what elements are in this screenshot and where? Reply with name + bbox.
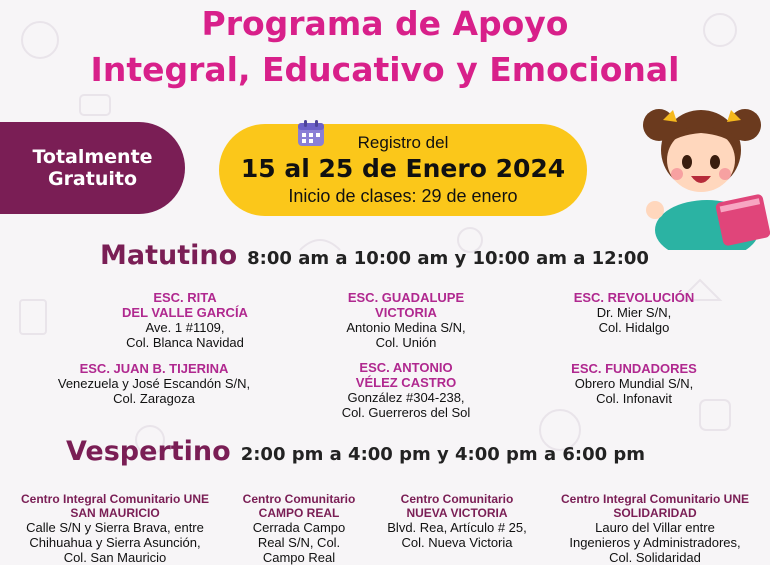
registration-label: Registro del	[357, 133, 449, 152]
school-name: ESC. ANTONIO VÉLEZ CASTRO	[355, 360, 457, 390]
center-name: Centro Integral Comunitario UNE SAN MAURICIO	[20, 492, 209, 520]
center-address: Cerrada Campo Real S/N, Col. Campo Real	[252, 520, 346, 565]
free-badge-line1: Totalmente	[32, 146, 153, 168]
school-card	[524, 290, 744, 335]
center-address: Lauro del Villar entre Ingenieros y Administradores, Col. Solidaridad	[569, 520, 741, 565]
school-card	[44, 361, 264, 406]
free-badge-line2: Gratuito	[47, 168, 138, 190]
center-name: Centro Comunitario CAMPO REAL	[242, 492, 356, 520]
school-name: ESC. GUADALUPE VICTORIA	[347, 290, 465, 320]
registration-dates: 15 al 25 de Enero 2024	[240, 154, 566, 183]
morning-shift-hours: 8:00 am a 10:00 am y 10:00 am a 12:00	[247, 248, 649, 269]
classes-start: Inicio de clases: 29 de enero	[288, 186, 518, 206]
registration-banner	[219, 124, 587, 216]
community-center-card	[226, 492, 372, 565]
school-card	[296, 290, 516, 350]
girl-with-book-illustration	[637, 90, 770, 250]
center-name: Centro Integral Comunitario UNE SOLIDARIDAD	[560, 492, 749, 520]
school-card	[75, 290, 295, 350]
evening-shift-heading	[66, 436, 645, 467]
school-address: Obrero Mundial S/N, Col. Infonavit	[574, 376, 694, 406]
school-name: ESC. FUNDADORES	[571, 361, 697, 376]
center-address: Blvd. Rea, Artículo # 25, Col. Nueva Victoria	[387, 520, 527, 550]
calendar-icon	[296, 118, 326, 148]
center-address: Calle S/N y Sierra Brava, entre Chihuahua y Sierra Asunción, Col. San Mauricio	[26, 520, 204, 565]
evening-shift-hours: 2:00 pm a 4:00 pm y 4:00 pm a 6:00 pm	[240, 444, 646, 465]
morning-shift-heading	[100, 240, 649, 271]
school-card	[524, 361, 744, 406]
page-title-line1: Programa de Apoyo	[201, 4, 569, 43]
center-name: Centro Comunitario NUEVA VICTORIA	[400, 492, 514, 520]
community-center-card	[544, 492, 766, 565]
school-name: ESC. JUAN B. TIJERINA	[79, 361, 229, 376]
community-center-card	[368, 492, 546, 550]
page-title-line2: Integral, Educativo y Emocional	[90, 50, 680, 89]
school-address: Venezuela y José Escandón S/N, Col. Zaragoza	[57, 376, 251, 406]
school-address: Antonio Medina S/N, Col. Unión	[346, 320, 466, 350]
community-center-card	[4, 492, 226, 565]
school-address: Ave. 1 #1109, Col. Blanca Navidad	[126, 320, 244, 350]
morning-shift-name: Matutino	[100, 240, 238, 271]
school-name: ESC. RITA DEL VALLE GARCÍA	[122, 290, 248, 320]
free-badge	[0, 122, 185, 214]
evening-shift-name: Vespertino	[66, 436, 231, 467]
school-address: González #304-238, Col. Guerreros del Sol	[341, 390, 471, 420]
school-address: Dr. Mier S/N, Col. Hidalgo	[596, 305, 672, 335]
school-name: ESC. REVOLUCIÓN	[573, 290, 695, 305]
school-card	[296, 360, 516, 420]
